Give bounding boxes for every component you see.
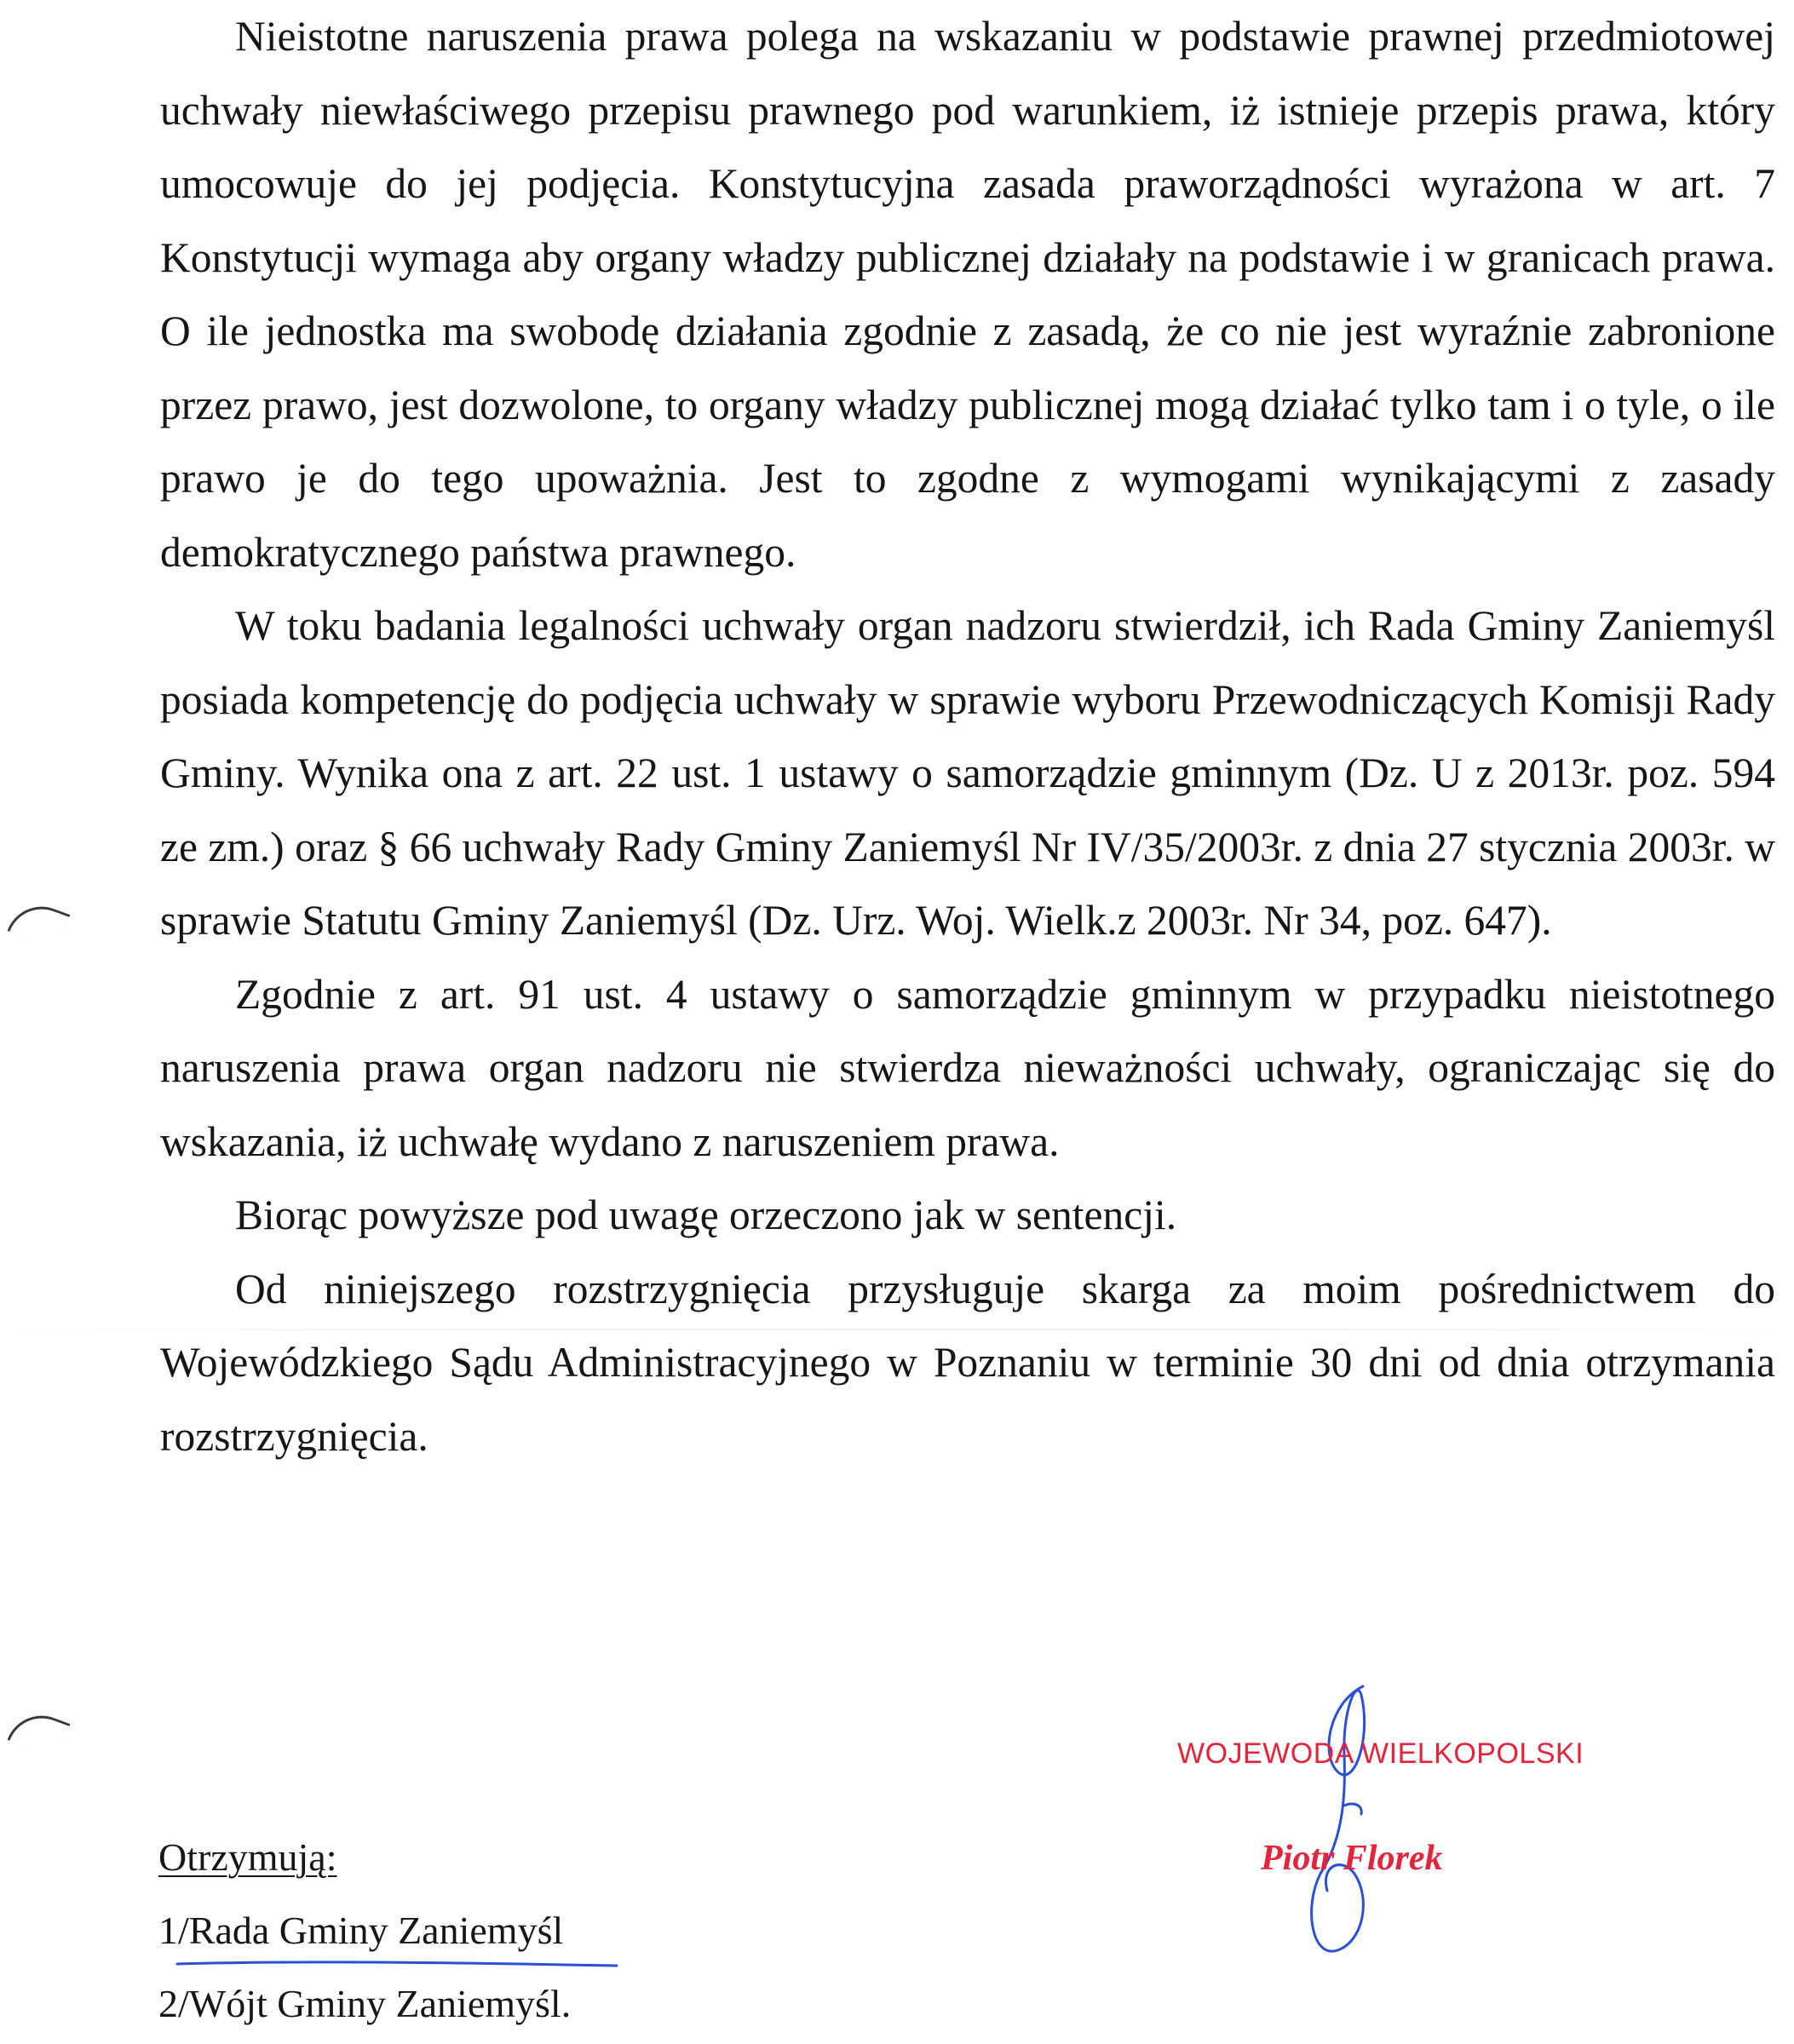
signature-icon [1261, 1678, 1431, 1967]
paragraph-1: Nieistotne naruszenia prawa polega na wskazaniu w podstawie prawnej przedmiotowej uchwały niewłaściwego przepisu prawnego pod warunkiem, iż istnieje przepis prawa, który umocowuje do jej podjęcia. Konstytucyjna zasada praworządności wyrażona w art. 7 Konstytucji wymaga aby organy władzy publicznej działały na podstawie i w granicach prawa. O ile jednostka ma swobodę działania zgodnie z zasadą, że co nie jest wyraźnie zabronione przez prawo, jest dozwolone, to organy władzy publicznej mogą działać tylko tam i o tyle, o ile prawo je do tego upoważnia. Jest to zgodne z wymogami wynikającymi z zasady demokratycznego państwa prawnego. [160, 13, 1775, 576]
paragraph-4: Biorąc powyższe pod uwagę orzeczono jak w sentencji. [235, 1191, 1177, 1238]
paragraph-3: Zgodnie z art. 91 ust. 4 ustawy o samorządzie gminnym w przypadku nieistotnego naruszenia prawa organ nadzoru nie stwierdza nieważności uchwały, ograniczając się do wskazania, iż uchwałę wydano z naruszeniem prawa. [160, 970, 1775, 1165]
recipient-item: 1/Rada Gminy Zaniemyśl [158, 1909, 564, 1952]
stamp-name: Piotr Florek [1261, 1839, 1443, 1878]
pen-underline-mark [175, 1957, 618, 1971]
punch-hole-mark-bottom [8, 1706, 71, 1759]
body-text [160, 0, 1775, 1473]
recipient-item: 2/Wójt Gminy Zaniemyśl. [158, 1982, 572, 2025]
recipients-list [158, 1821, 571, 2041]
paragraph-2: W toku badania legalności uchwały organ nadzoru stwierdził, ich Rada Gminy Zaniemyśl posiada kompetencję do podjęcia uchwały w sprawie wyboru Przewodniczących Komisji Rady Gminy. Wynika ona z art. 22 ust. 1 ustawy o samorządzie gminnym (Dz. U z 2013r. poz. 594 ze zm.) oraz § 66 uchwały Rady Gminy Zaniemyśl Nr IV/35/2003r. z dnia 27 stycznia 2003r. w sprawie Statutu Gminy Zaniemyśl (Dz. Urz. Woj. Wielk.z 2003r. Nr 34, poz. 647). [160, 602, 1775, 944]
stamp-title: WOJEWODA WIELKOPOLSKI [1177, 1737, 1584, 1770]
paragraph-5: Od niniejszego rozstrzygnięcia przysługuje skarga za moim pośrednictwem do Wojewódzkiego Sądu Administracyjnego w Poznaniu w terminie 30 dni od dnia otrzymania rozstrzygnięcia. [160, 1265, 1775, 1460]
recipients-heading: Otrzymują: [158, 1835, 337, 1879]
punch-hole-mark-top [8, 897, 71, 950]
